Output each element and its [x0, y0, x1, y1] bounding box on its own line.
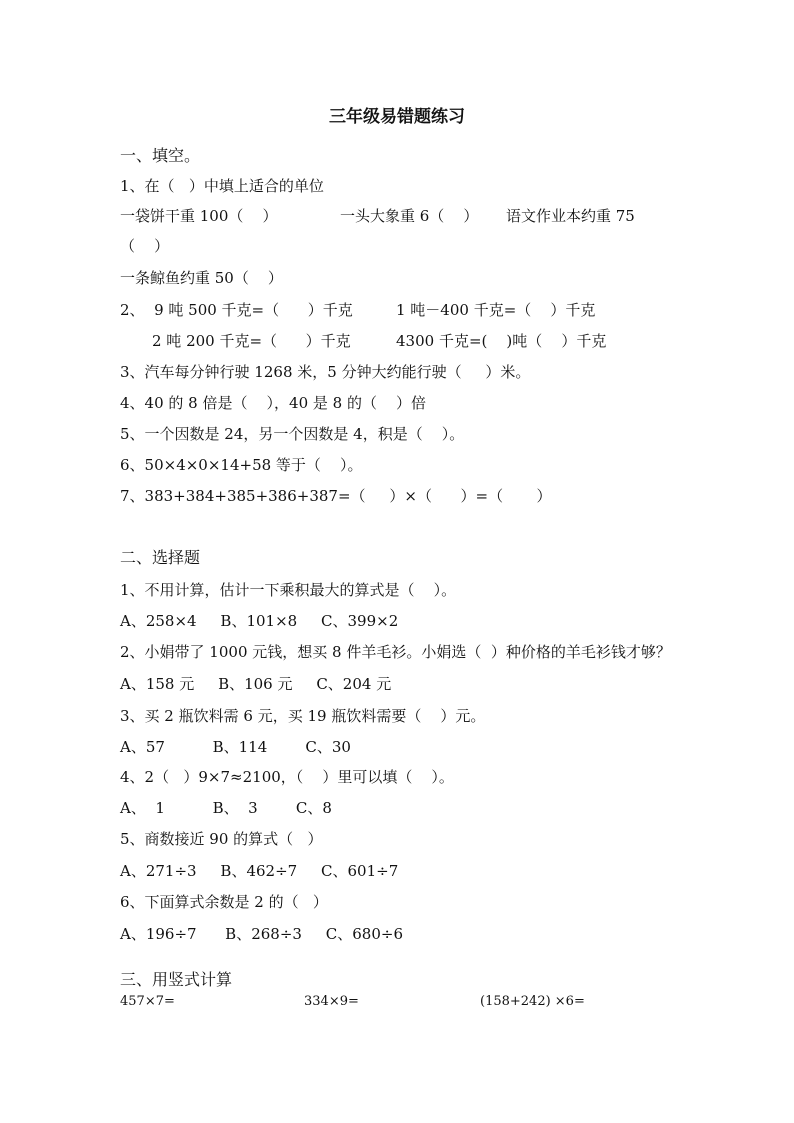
question-1c-cont: （ ） [120, 237, 170, 255]
question-1c: 语文作业本约重 75 [506, 207, 635, 225]
question-4: 4、40 的 8 倍是（ ），40 是 8 的（ ）倍 [120, 394, 427, 412]
question-1d: 一条鲸鱼约重 50（ ） [120, 269, 283, 287]
choice-options-5: A、271÷3 B、462÷7 C、601÷7 [120, 862, 399, 880]
question-6: 6、50×4×0×14+58 等于（ ）。 [120, 456, 363, 474]
choice-options-2: A、158 元 B、106 元 C、204 元 [120, 675, 392, 693]
question-2b: 1 吨－400 千克=（ ）千克 [396, 301, 596, 319]
section-heading-choice: 二、选择题 [120, 548, 201, 567]
choice-options-3: A、57 B、114 C、30 [120, 738, 351, 756]
question-1b: 一头大象重 6（ ） [340, 207, 479, 225]
choice-question-3: 3、买 2 瓶饮料需 6 元，买 19 瓶饮料需要（ ）元。 [120, 707, 486, 725]
calc-problem-3: (158+242) ×6= [480, 994, 585, 1009]
question-3: 3、汽车每分钟行驶 1268 米，5 分钟大约能行驶（ ）米。 [120, 363, 531, 381]
question-1a: 一袋饼干重 100（ ） [120, 207, 278, 225]
question-2c: 2 吨 200 千克=（ ）千克 [152, 332, 351, 350]
question-7: 7、383+384+385+386+387=（ ）×（ ）=（ ） [120, 487, 552, 505]
choice-question-1: 1、不用计算，估计一下乘积最大的算式是（ ）。 [120, 581, 457, 599]
section-heading-fill-blank: 一、填空。 [120, 146, 201, 165]
choice-question-5: 5、商数接近 90 的算式（ ） [120, 830, 323, 848]
question-1-label: 1、在（ ）中填上适合的单位 [120, 177, 324, 195]
choice-question-2: 2、小娟带了 1000 元钱，想买 8 件羊毛衫。小娟选（ ）种价格的羊毛衫钱才够？ [120, 643, 671, 661]
section-heading-vertical-calc: 三、用竖式计算 [120, 970, 233, 989]
choice-question-6: 6、下面算式余数是 2 的（ ） [120, 893, 328, 911]
question-5: 5、一个因数是 24，另一个因数是 4，积是（ ）。 [120, 425, 465, 443]
choice-options-4: A、 1 B、 3 C、8 [120, 799, 332, 817]
question-2a: 2、 9 吨 500 千克=（ ）千克 [120, 301, 353, 319]
choice-options-6: A、196÷7 B、268÷3 C、680÷6 [120, 925, 404, 943]
page-title: 三年级易错题练习 [329, 107, 465, 127]
question-2d: 4300 千克=( )吨（ ）千克 [396, 332, 607, 350]
calc-problem-1: 457×7= [120, 994, 175, 1009]
choice-options-1: A、258×4 B、101×8 C、399×2 [120, 612, 399, 630]
choice-question-4: 4、2（ ）9×7≈2100，（ ）里可以填（ ）。 [120, 768, 454, 786]
calc-problem-2: 334×9= [304, 994, 359, 1009]
